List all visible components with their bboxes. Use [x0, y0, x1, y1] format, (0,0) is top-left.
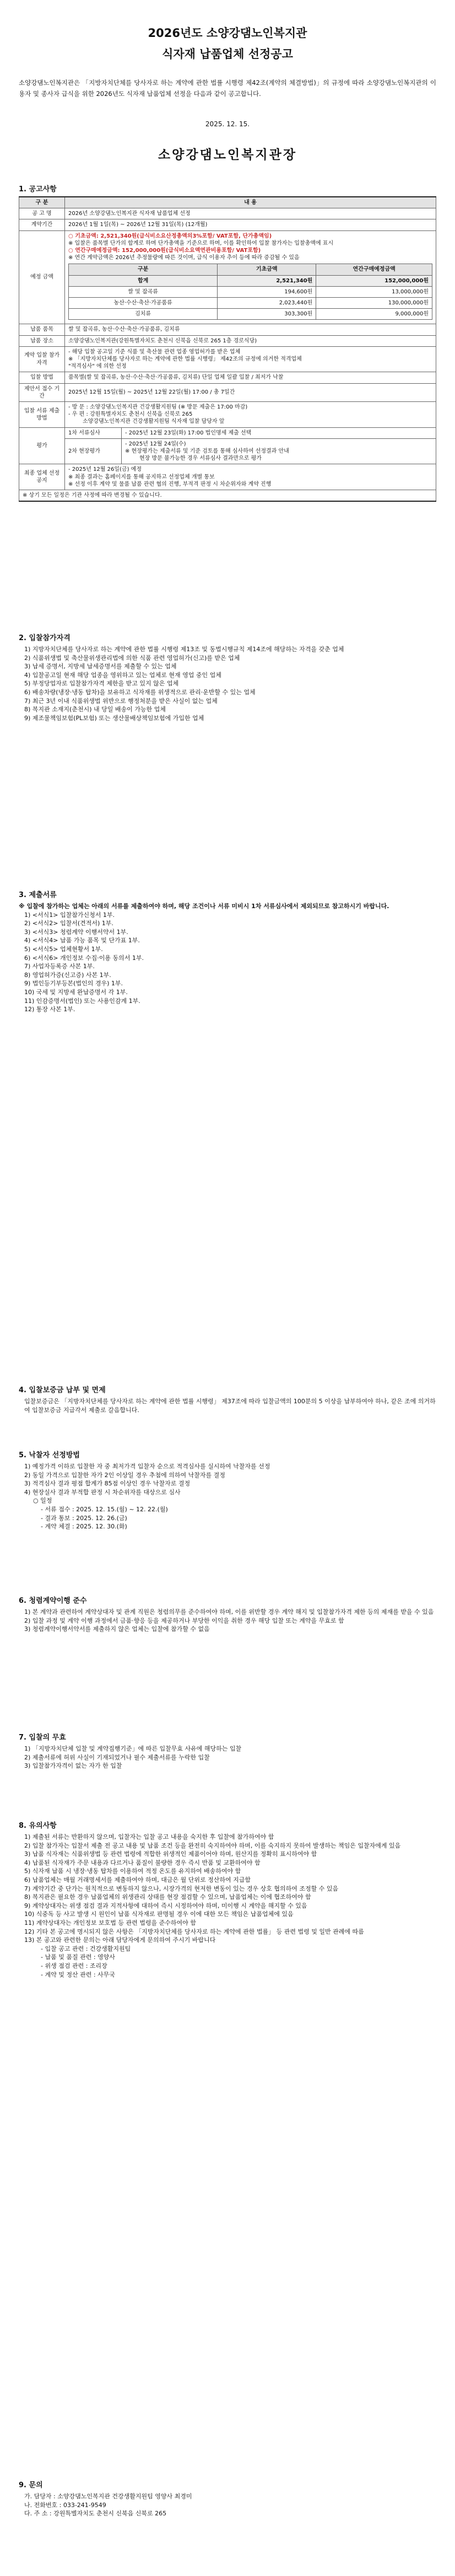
list-item: 6) <서식6> 개인정보 수집·이용 동의서 1부. — [24, 954, 144, 962]
list-item: 3) 입찰참가자격이 없는 자가 한 입찰 — [24, 1762, 122, 1770]
qual-line: - 해당 입찰 공고일 기준 식품 및 축산물 관련 업종 영업허가를 받은 업체 — [68, 348, 241, 355]
list-item: 13) 본 공고와 관련한 문의는 아래 담당자에게 문의하여 주시기 바랍니다 — [24, 1936, 216, 1944]
section-3-heading: 3. 제출서류 — [19, 891, 57, 899]
list-item: 4) 입찰공고일 현재 해당 업종을 영위하고 있는 업체로 현재 영업 중인 업체 — [24, 671, 221, 679]
contact-manager: 가. 담당자 : 소양강댐노인복지관 건강생활지원팀 영양사 최경미 — [24, 2493, 192, 2500]
row-value: 품목별(쌀 및 잡곡류, 농산·수산·축산·가공품류, 김치류) 단일 업체 일괄 입찰 / 최저가 낙찰 — [65, 372, 436, 383]
row-label: 최종 업체 선정 공지 — [19, 464, 65, 490]
step-value: - 2025년 12월 23일(화) 17:00 법인명세 제출 선택 — [122, 427, 436, 438]
section-3-lead: ※ 입찰에 참가하는 업체는 아래의 서류를 제출하여야 하며, 해당 조건이나 서류 미비시 1차 서류심사에서 제외되므로 참고하시기 바랍니다. — [19, 903, 389, 910]
list-item: 2) 제출서류에 허위 사실이 기재되었거나 필수 제출서류를 누락한 입찰 — [24, 1753, 210, 1761]
row-label: 계약 입찰 참가 자격 — [19, 346, 65, 372]
budget-row — [69, 298, 432, 309]
list-item: 7) 최근 3년 이내 식품위생법 위반으로 행정처분을 받은 사실이 없는 업체 — [24, 697, 218, 705]
row-budget — [19, 230, 436, 324]
list-item: 8) 복지관 소재지(춘천시) 내 당일 배송이 가능한 업체 — [24, 706, 166, 713]
budget-cell-annual: 130,000,000원 — [316, 298, 432, 309]
section-9-body — [19, 2492, 436, 2518]
row-value: 2026년 소양강댐노인복지관 식자재 납품업체 선정 — [65, 208, 436, 219]
step-line: - 2025년 12월 24일(수) — [125, 441, 186, 447]
list-item: 1) 본 계약과 관련하여 계약상대자 및 관계 직원은 청렴의무를 준수하여야 하며, 이를 위반할 경우 계약 해지 및 입찰참가자격 제한 등의 제재를 받을 수 있음 — [24, 1608, 434, 1616]
section-6-heading: 6. 청렴계약이행 준수 — [19, 1597, 87, 1605]
section-7-body — [19, 1745, 436, 1770]
contact-item: - 계약 및 정산 관련 : 사무국 — [41, 1971, 115, 1978]
row-eval-step-2 — [19, 438, 436, 464]
contact-address: 다. 주 소 : 강원특별자치도 춘천시 신북읍 신북로 265 — [24, 2510, 167, 2518]
row-value: 2026년 1월 1일(목) ~ 2026년 12월 31일(목) (12개월) — [65, 219, 436, 230]
list-item: 3) <서식3> 청렴계약 이행서약서 1부. — [24, 928, 128, 936]
step-line: ※ 현장평가는 제출서류 및 기준 검토를 통해 심사하여 선정결과 안내 — [125, 448, 289, 455]
list-item: 5) 식자재 납품 시 냉장·냉동 탑차를 이용하여 적정 온도를 유지하여 배송하여야 함 — [24, 1867, 241, 1875]
list-item: 6) 납품업체는 매월 거래명세서를 제출하여야 하며, 대금은 월 단위로 정산하여 지급함 — [24, 1876, 251, 1883]
list-item: 3) 청렴계약이행서약서를 제출하지 않은 업체는 입찰에 참가할 수 없음 — [24, 1625, 210, 1633]
row-label: 입찰 서류 제출 방법 — [19, 402, 65, 428]
section-2-body — [19, 645, 436, 722]
step-cell — [65, 438, 122, 464]
col-head-content: 내 용 — [65, 197, 436, 208]
list-item: 3) 적격심사 결과 평점 합계가 85점 이상인 경우 낙찰자로 결정 — [24, 1480, 191, 1488]
section-5-body — [19, 1462, 436, 1531]
submit-line: - 방 문 : 소양강댐노인복지관 건강생활지원팀 (※ 방문 제출은 17:00 마감) — [68, 404, 248, 411]
budget-cell-base: 2,023,440원 — [218, 298, 316, 309]
step-name: 서류심사 — [79, 430, 100, 436]
list-item: 2) 동일 가격으로 입찰한 자가 2인 이상일 경우 추첨에 의하여 낙찰자를 결정 — [24, 1471, 225, 1479]
row-period — [19, 219, 436, 230]
submit-line: - 우 편 : 강원특별자치도 춘천시 신북읍 신북로 265 — [68, 411, 193, 418]
section-6-body — [19, 1608, 436, 1634]
contact-item: - 납품 및 품질 관련 : 영양사 — [41, 1954, 115, 1961]
row-submit-method — [19, 402, 436, 428]
row-eval-step-1 — [19, 427, 436, 438]
col-head-category: 구 분 — [19, 197, 65, 208]
list-item: 9) 제조물책임보험(PL보험) 또는 생산물배상책임보험에 가입한 업체 — [24, 714, 204, 722]
budget-table — [68, 264, 432, 320]
issuer-name: 소양강댐노인복지관장 — [158, 148, 297, 162]
intro-paragraph: 소양강댐노인복지관은 「지방자치단체를 당사자로 하는 계약에 관한 법률 시행령 제42조(계약의 체결방법)」의 규정에 따라 소양강댐노인복지관의 이용자 및 종사자 급식을 위한 2026년도 식자재 납품업체 선정을 다음과 같이 공고합니다. — [19, 79, 436, 98]
contact-item: - 입찰 공고 관련 : 건강생활지원팀 — [41, 1945, 131, 1952]
row-name — [19, 208, 436, 219]
budget-base-amount: ○ 기초금액: 2,521,340원(급식비소요산정총액의3%포함/ VAT포함, 단가총액임) — [68, 233, 272, 239]
contact-item: - 위생 점검 관련 : 조리장 — [41, 1962, 107, 1969]
row-value: 소양강댐노인복지관(강원특별자치도 춘천시 신북읍 신북로 265 1층 경로식당) — [65, 335, 436, 346]
budget-cell-category: 김치류 — [69, 309, 218, 320]
row-final — [19, 464, 436, 490]
list-item: 7) 계약기간 중 단가는 원칙적으로 변동하지 않으나, 시장가격의 현저한 변동이 있는 경우 상호 협의하여 조정할 수 있음 — [24, 1885, 339, 1892]
row-value — [65, 464, 436, 490]
list-item: 5) <서식5> 업체현황서 1부. — [24, 945, 103, 953]
list-item: 4) 납품된 식자재가 주문 내용과 다르거나 품질이 불량한 경우 즉시 반품 및 교환하여야 함 — [24, 1859, 261, 1866]
list-item: 10) 국세 및 지방세 완납증명서 각 1부. — [24, 988, 128, 996]
section-4-heading: 4. 입찰보증금 납부 및 면제 — [19, 1386, 106, 1394]
qual-line: "적격심사" 에 의한 선정 — [68, 363, 127, 370]
paragraph: 입찰보증금은 「지방자치단체를 당사자로 하는 계약에 관한 법률 시행령」 제37조에 따라 입찰금액의 100분의 5 이상을 납부하여야 하나, 같은 조에 의거하여 입찰보증금 지급각서 제출로 갈음합니다. — [24, 1398, 436, 1414]
budget-cell-category: 쌀 및 잡곡류 — [69, 286, 218, 297]
budget-cell-base: 303,300원 — [218, 309, 316, 320]
list-item: 12) 기타 본 공고에 명시되지 않은 사항은 「지방자치단체를 당사자로 하는 계약에 관한 법률」 등 관련 법령 및 일반 관례에 따름 — [24, 1928, 364, 1935]
row-value: 2025년 12월 15일(월) ~ 2025년 12월 22일(월) 17:00 / 총 7일간 — [65, 383, 436, 401]
row-label: 납품 장소 — [19, 335, 65, 346]
section-5-heading: 5. 낙찰자 선정방법 — [19, 1451, 80, 1459]
section-8-heading: 8. 유의사항 — [19, 1822, 57, 1830]
budget-cell — [65, 230, 436, 324]
section-1-heading: 1. 공고사항 — [19, 185, 57, 194]
notice-date: 2025. 12. 15. — [205, 120, 250, 128]
row-label: 공 고 명 — [19, 208, 65, 219]
budget-note-2: ※ 연간 계약금액은 2026년 추정물량에 따른 것이며, 급식 이용자 추이 등에 따라 증감될 수 있음 — [68, 255, 300, 261]
final-line: - 2025년 12월 26일(금) 예정 — [68, 466, 142, 473]
title-line-1: 2026년도 소양강댐노인복지관 — [148, 26, 307, 40]
row-label: 계약기간 — [19, 219, 65, 230]
list-item: 4) <서식4> 납품 가능 품목 및 단가표 1부. — [24, 937, 140, 944]
row-items — [19, 324, 436, 335]
section-4-body — [19, 1397, 436, 1414]
section-2-heading: 2. 입찰참가자격 — [19, 634, 71, 642]
section-7-heading: 7. 입찰의 무효 — [19, 1734, 66, 1742]
list-item: 1) 제출된 서류는 반환하지 않으며, 입찰자는 입찰 공고 내용을 숙지한 후 입찰에 참가하여야 함 — [24, 1833, 274, 1840]
schedule-item: - 서류 접수 : 2025. 12. 15.(월) ~ 12. 22.(월) — [41, 1505, 168, 1513]
step-cell — [65, 427, 122, 438]
qual-line: ※ 「지방자치단체를 당사자로 하는 계약에 관한 법률 시행령」 제42조의 규정에 의거한 적격업체 — [68, 356, 302, 363]
section-3-body — [19, 902, 436, 1014]
budget-row — [69, 286, 432, 297]
step-number: 1차 — [68, 430, 78, 436]
row-method — [19, 372, 436, 383]
list-item: 1) 지방자치단체를 당사자로 하는 계약에 관한 법률 시행령 제13조 및 동법시행규칙 제14조에 해당하는 자격을 갖춘 업체 — [24, 646, 344, 653]
budget-row — [69, 309, 432, 320]
list-item: 12) 통장 사본 1부. — [24, 1006, 75, 1013]
budget-cell-base: 2,521,340원 — [218, 275, 316, 286]
list-item: 2) 입찰 과정 및 계약 이행 과정에서 금품·향응 등을 제공하거나 부당한 이익을 취한 경우 해당 입찰 또는 계약을 무효로 함 — [24, 1617, 344, 1624]
row-label: 납품 품목 — [19, 324, 65, 335]
budget-cell-annual: 9,000,000원 — [316, 309, 432, 320]
list-item: 6) 배송차량(냉장·냉동 탑차)을 보유하고 식자재를 위생적으로 관리·운반할 수 있는 업체 — [24, 688, 256, 696]
list-item: 11) 인감증명서(법인) 또는 사용인감계 1부. — [24, 997, 140, 1005]
row-submit-period — [19, 383, 436, 401]
title-line-2: 식자재 납품업체 선정공고 — [162, 47, 293, 61]
step-number: 2차 — [68, 448, 78, 455]
step-line: 현장 방문 불가능한 경우 서류심사 결과만으로 평가 — [139, 455, 262, 462]
row-note — [19, 490, 436, 502]
budget-col-annual: 연간구매예정금액 — [316, 264, 432, 275]
section-9-heading: 9. 문의 — [19, 2481, 43, 2489]
row-place — [19, 335, 436, 346]
overview-table — [19, 196, 436, 502]
budget-cell-base: 194,600원 — [218, 286, 316, 297]
row-value — [65, 402, 436, 428]
budget-cell-category: 합계 — [69, 275, 218, 286]
list-item: 8) 영업허가증(신고증) 사본 1부. — [24, 971, 111, 979]
list-item: 1) 예정가격 이하로 입찰한 자 중 최저가격 입찰자 순으로 적격심사를 실시하여 낙찰자를 선정 — [24, 1463, 270, 1470]
list-item: 2) 입찰 참가자는 입찰서 제출 전 공고 내용 및 납품 조건 등을 완전히 숙지하여야 하며, 이를 숙지하지 못하여 발생하는 책임은 입찰자에게 있음 — [24, 1842, 401, 1849]
list-item: 9) 법인등기부등본(법인의 경우) 1부. — [24, 980, 123, 988]
row-label: 평가 — [19, 427, 65, 464]
list-item: 1) <서식1> 입찰참가신청서 1부. — [24, 911, 115, 919]
list-item: 4) 현장실사 결과 부적합 판정 시 차순위자를 대상으로 심사 — [24, 1488, 181, 1496]
row-label: 예정 금액 — [19, 230, 65, 324]
budget-row-total — [69, 275, 432, 286]
submit-line: 소양강댐노인복지관 건강생활지원팀 식자재 입찰 담당자 앞 — [83, 418, 225, 425]
budget-note-1: ※ 입찰은 품목별 단가의 합계로 하며 단가총액을 기준으로 하며, 이를 확인하여 입찰 참가자는 입찰총액에 표시 — [68, 240, 334, 246]
final-line: ※ 선정 이후 계약 및 물품 납품 관련 협의 진행, 부적격 판정 시 차순위자와 계약 진행 — [68, 481, 272, 487]
budget-cell-category: 농산·수산·축산·가공품류 — [69, 298, 218, 309]
row-qualification — [19, 346, 436, 372]
list-item: 5) 부정당업자로 입찰참가자격 제한을 받고 있지 않은 업체 — [24, 680, 179, 688]
row-label: 제안서 접수 기간 — [19, 383, 65, 401]
table-footnote: ※ 상기 모든 일정은 기관 사정에 따라 변경될 수 있습니다. — [19, 490, 436, 502]
budget-col-category: 구분 — [69, 264, 218, 275]
list-item: 7) 사업자등록증 사본 1부. — [24, 963, 95, 970]
list-item: 2) 식품위생법 및 축산물위생관리법에 의한 식품 관련 영업허가(신고)를 받은 업체 — [24, 654, 240, 662]
row-value — [65, 346, 436, 372]
budget-cell-annual: 152,000,000원 — [316, 275, 432, 286]
section-8-body — [19, 1833, 436, 1979]
step-name: 현장평가 — [79, 448, 100, 455]
list-item: 8) 복지관은 필요한 경우 납품업체의 위생관리 상태를 현장 점검할 수 있으며, 납품업체는 이에 협조하여야 함 — [24, 1893, 311, 1901]
schedule-item: - 결과 통보 : 2025. 12. 26.(금) — [41, 1514, 127, 1522]
budget-col-base: 기초금액 — [218, 264, 316, 275]
row-value: 쌀 및 잡곡류, 농산·수산·축산·가공품류, 김치류 — [65, 324, 436, 335]
list-item: 9) 계약상대자는 위생 점검 결과 지적사항에 대하여 즉시 시정하여야 하며, 미이행 시 계약을 해지할 수 있음 — [24, 1902, 307, 1909]
budget-annual-amount: ○ 연간구매예정금액: 152,000,000원(급식비소요액연관비용포함/ VAT포함) — [68, 248, 261, 254]
schedule-item: - 계약 체결 : 2025. 12. 30.(화) — [41, 1523, 127, 1531]
schedule-heading: ○ 일정 — [33, 1497, 52, 1505]
list-item: 3) 납품 식자재는 식품위생법 등 관련 법령에 적합한 위생적인 제품이어야 하며, 원산지를 정확히 표시하여야 함 — [24, 1850, 317, 1858]
list-item: 11) 계약상대자는 개인정보 보호법 등 관련 법령을 준수하여야 함 — [24, 1919, 196, 1926]
list-item: 2) <서식2> 입찰서(견적서) 1부. — [24, 920, 113, 927]
list-item: 3) 납세 증명서, 지방세 납세증명서를 제출할 수 있는 업체 — [24, 663, 177, 670]
row-label: 입찰 방법 — [19, 372, 65, 383]
final-line: ※ 최종 결과는 홈페이지를 통해 공지하고 선정업체 개별 통보 — [68, 474, 215, 480]
list-item: 10) 식중독 등 사고 발생 시 원인이 납품 식자재로 판명될 경우 이에 대한 모든 책임은 납품업체에 있음 — [24, 1910, 294, 1918]
contact-phone: 나. 전화번호 : 033-241-9549 — [24, 2501, 106, 2509]
step-value — [122, 438, 436, 464]
budget-cell-annual: 13,000,000원 — [316, 286, 432, 297]
list-item: 1) 「지방자치단체 입찰 및 계약집행기준」에 따른 입찰무효 사유에 해당하는 입찰 — [24, 1745, 242, 1752]
